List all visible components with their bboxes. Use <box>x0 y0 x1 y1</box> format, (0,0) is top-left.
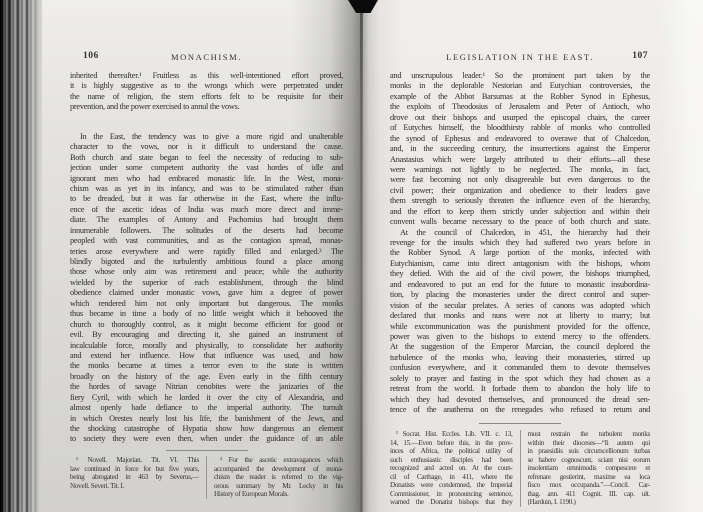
text-line: declared that monks and nuns were not at liberty to marry; but <box>390 311 650 321</box>
right-body-text <box>390 71 650 415</box>
text-line: thag. ann. 411 Cognit. III. cap. ult. <box>527 489 650 498</box>
text-line: within their dioceses—“Ii autem qui <box>527 438 650 447</box>
text-line: tion, by placing the monasteries under the direct control and super- <box>390 290 650 300</box>
text-line: and unscrupulous leader.¹ So the prominent part taken by the <box>390 71 650 80</box>
text-line: incalculable force, morally and physically, to consolidate her authority <box>70 340 343 350</box>
text-line: fiery Cyril, with which he lorded it over the city of Alexandria, and <box>70 392 343 402</box>
text-line: must restrain the turbulent monks <box>527 430 650 438</box>
text-line: wielded by the superior of each establishment, through the blind <box>70 277 343 287</box>
text-line: almost openly bade defiance to the imperial authority. The tumult <box>70 403 343 413</box>
text-line: confusion everywhere, and it commanded them to devote themselves <box>390 363 650 373</box>
text-line: those whose only aim was retirement and peace; while the authority <box>70 267 343 277</box>
footnote-column <box>206 456 343 499</box>
text-line: orous summary by Mr. Lecky in his <box>214 481 343 490</box>
text-line: revenge for the insults which they had suffered two years before in <box>390 238 650 247</box>
text-line: the hordes of savage Nitrian cenobites were the janizaries of the <box>70 382 343 392</box>
left-running-title: MONACHISM. <box>170 52 243 62</box>
text-line: teries arose everywhere and were rapidly filled and enlarged.² The <box>70 246 343 256</box>
text-line: which rendered him not only important but dangerous. The monks <box>70 298 343 308</box>
text-line: chism the reader is referred to the vig- <box>214 473 343 482</box>
text-line: and the effort to keep them strictly under subjection and within their <box>390 206 650 216</box>
text-line: the synod of Ephesus and endeavored to overawe that of Chalcedon, <box>390 133 650 143</box>
text-line: and endeavored to put an end for the future to monastic insubordina- <box>390 279 650 289</box>
text-line: accompanied the development of mona- <box>214 464 343 473</box>
text-line: to be dreaded, but it was far otherwise in the East, where the influ- <box>70 194 343 204</box>
text-line: peopled with vast communities, and as the contagion spread, monas- <box>70 236 343 246</box>
text-line: inherited thereafter.¹ Fruitless as this well-intentioned effort proved, <box>70 71 343 80</box>
text-line: the Robber Synod. A large portion of the monks, infected with <box>390 248 650 258</box>
text-line: the exploits of Theodosius of Jerusalem and Peter of Antioch, who <box>390 102 650 112</box>
text-line: law continued in force for but five years, <box>70 464 199 473</box>
text-line: monks in the deplorable Nestorian and Eutychian controversies, the <box>390 81 650 91</box>
text-line: recognized and acted on. At the coun- <box>390 464 513 473</box>
text-line: example of the Abbot Barsumas at the Robber Synod in Ephesus, <box>390 91 650 101</box>
text-line: warned the Donatist bishops that they <box>390 498 513 507</box>
text-line: power was given to the bishops to extend mercy to the offenders. <box>390 331 650 341</box>
left-footnotes <box>70 456 343 499</box>
text-line: ence of the ascetic ideas of India was much more direct and imme- <box>70 204 343 214</box>
text-line: character to the vows, nor is it difficult to understand the cause. <box>70 142 343 152</box>
text-line: were warnings not lightly to be neglected. The monks, in fact, <box>390 164 650 174</box>
text-line: ¹ Socrat. Hist. Eccles. Lib. VII. c. 13, <box>396 430 513 438</box>
text-line: refrenare gestierint, maxime ea loca <box>527 472 650 481</box>
paragraph <box>390 228 650 416</box>
right-running-head <box>390 52 650 64</box>
text-line: church to thoroughly control, as it might become efficient for good or <box>70 319 343 329</box>
footnote-column <box>390 430 520 507</box>
gutter-seam <box>360 0 363 512</box>
text-line: which they had devoted themselves, and pronounced the dread sen- <box>390 394 650 404</box>
footnote-rule <box>166 450 248 451</box>
text-line: to society they were even then, when under the guidance of an able <box>70 434 343 444</box>
text-line: blindly bigoted and the turbulently ambitious found a place among <box>70 257 343 266</box>
left-page <box>42 0 362 512</box>
stacked-page-edges <box>0 0 42 512</box>
text-line: ¹ Novell. Majorian. Tit. VI. This <box>76 456 199 464</box>
text-line: retreat from the world. It forbade them to abandon the holy life to <box>390 384 650 394</box>
text-line: and extend her influence. How that influence was used, and how <box>70 350 343 360</box>
text-line: were fast becoming not only disagreeable but even dangerous to the <box>390 175 650 185</box>
text-line: civil power; their organization and obedience to their leaders gave <box>390 185 650 195</box>
text-line: At the council of Chalcedon, in 451, the hierarchy had their <box>400 227 650 237</box>
text-line: In the East, the tendency was to give a more rigid and unalterable <box>80 131 343 141</box>
text-line: inces of Africa, the political utility of <box>390 447 513 456</box>
text-line: the monks became at times a terror even to the state is written <box>70 361 343 371</box>
text-line: vision of the secular prelates. A series of canons was adopted which <box>390 300 650 310</box>
text-line: them strength to seriously threaten the influence even of the hierarchy, <box>390 196 650 206</box>
text-line: evil. By encouraging and directing it, she gained an instrument of <box>70 330 343 340</box>
footnote-column <box>70 456 206 499</box>
text-line: fisco mox occupanda.”—Concil. Car- <box>527 481 650 490</box>
text-line: diate. The examples of Antony and Pachomius had brought them <box>70 215 343 225</box>
text-line: the name of religion, the stern efforts felt to be requisite for their <box>70 91 343 101</box>
text-line: ² For the ascetic extravagances which <box>220 456 343 464</box>
text-line: turbulence of the monks who, leaving their monasteries, stirred up <box>390 352 650 362</box>
text-line: in praesidiis suis circumcellionum turbas <box>527 447 650 456</box>
text-line: Both church and state began to feel the necessity of reducing to sub- <box>70 152 343 162</box>
text-line: solely to prayer and fasting in the spot which they had chosen as a <box>390 373 650 383</box>
text-line: ignorant men who had embraced monastic life. In the West, mona- <box>70 173 343 183</box>
text-line: while excommunication was the punishment provided for the offence, <box>390 321 650 331</box>
text-line: drove out their bishops and usurped the episcopal chairs, the career <box>390 112 650 122</box>
text-line: At the suggestion of the Emperor Marcian, the council deplored the <box>390 342 650 352</box>
left-page-number: 106 <box>83 51 99 61</box>
text-line: prevention, and the power exercised to annul the vows. <box>70 102 240 112</box>
text-line: obedience claimed under monastic vows, gave him a degree of power <box>70 288 343 298</box>
text-line: convent walls became necessary to the peace of both church and state. <box>390 217 650 227</box>
text-line: jection under some competent authority the vast hordes of idle and <box>70 163 343 173</box>
left-body-text <box>70 71 343 445</box>
text-line: and, in the succeeding century, the insurrections against the Emperor <box>390 144 650 154</box>
left-running-head <box>70 52 343 64</box>
right-page-number: 107 <box>632 51 648 61</box>
text-line: 14, 15.—Even before this, in the prov- <box>390 438 513 447</box>
text-line: (Harduin, I. 1190.) <box>527 498 576 507</box>
text-line: such enthusiastic disciples had been <box>390 455 513 464</box>
right-footnotes <box>390 430 650 507</box>
text-line: innumerable followers. The solitudes of the deserts had become <box>70 225 343 235</box>
right-running-title: LEGISLATION IN THE EAST. <box>446 52 594 62</box>
text-line: Donatists were condemned, the Imperial <box>390 481 513 490</box>
text-line: of Eutyches himself, the bloodthirsty rabble of monks who controlled <box>390 123 650 133</box>
text-line: Commissioner, in pronouncing sentence, <box>390 489 513 498</box>
text-line: the shocking catastrophe of Hypatia show how dangerous an element <box>70 424 343 433</box>
paragraph <box>70 71 343 113</box>
footnote-rule <box>479 423 561 424</box>
text-line: insolentiam omnimodis compescere et <box>527 464 650 473</box>
text-line: Eutychianism, came into direct antagonism with the bishops, whom <box>390 258 650 268</box>
text-line: they defied. With the aid of the civil power, the bishops triumphed, <box>390 269 650 279</box>
text-line: broadly on the history of the age. Even early in the fifth century <box>70 371 343 381</box>
footnote-column <box>520 430 651 507</box>
text-line: History of European Morals. <box>214 490 289 499</box>
text-line: Anastasius which were largely attributed to their efforts—all these <box>390 154 650 164</box>
text-line: tence of the anathema on the renegades who refused to return and <box>390 405 650 414</box>
text-line: Novell. Severi. Tit. I. <box>70 481 124 490</box>
text-line: cil of Carthage, in 411, where the <box>390 472 513 481</box>
text-line: chism was as yet in its infancy, and was to be stimulated rather than <box>70 183 343 193</box>
text-line: thus became in time a body of no little weight which it behooved the <box>70 309 343 319</box>
paragraph <box>70 132 343 445</box>
text-line: it is highly suggestive as to the wrongs which were perpetrated under <box>70 81 343 91</box>
right-page <box>362 0 703 512</box>
paragraph <box>390 71 650 228</box>
text-line: in which Orestes nearly lost his life, the banishment of the Jews, and <box>70 413 343 423</box>
text-line: se habere cognoscunt, sciant nisi eorum <box>527 455 650 464</box>
text-line: being abrogated in 463 by Severus,— <box>70 473 199 482</box>
